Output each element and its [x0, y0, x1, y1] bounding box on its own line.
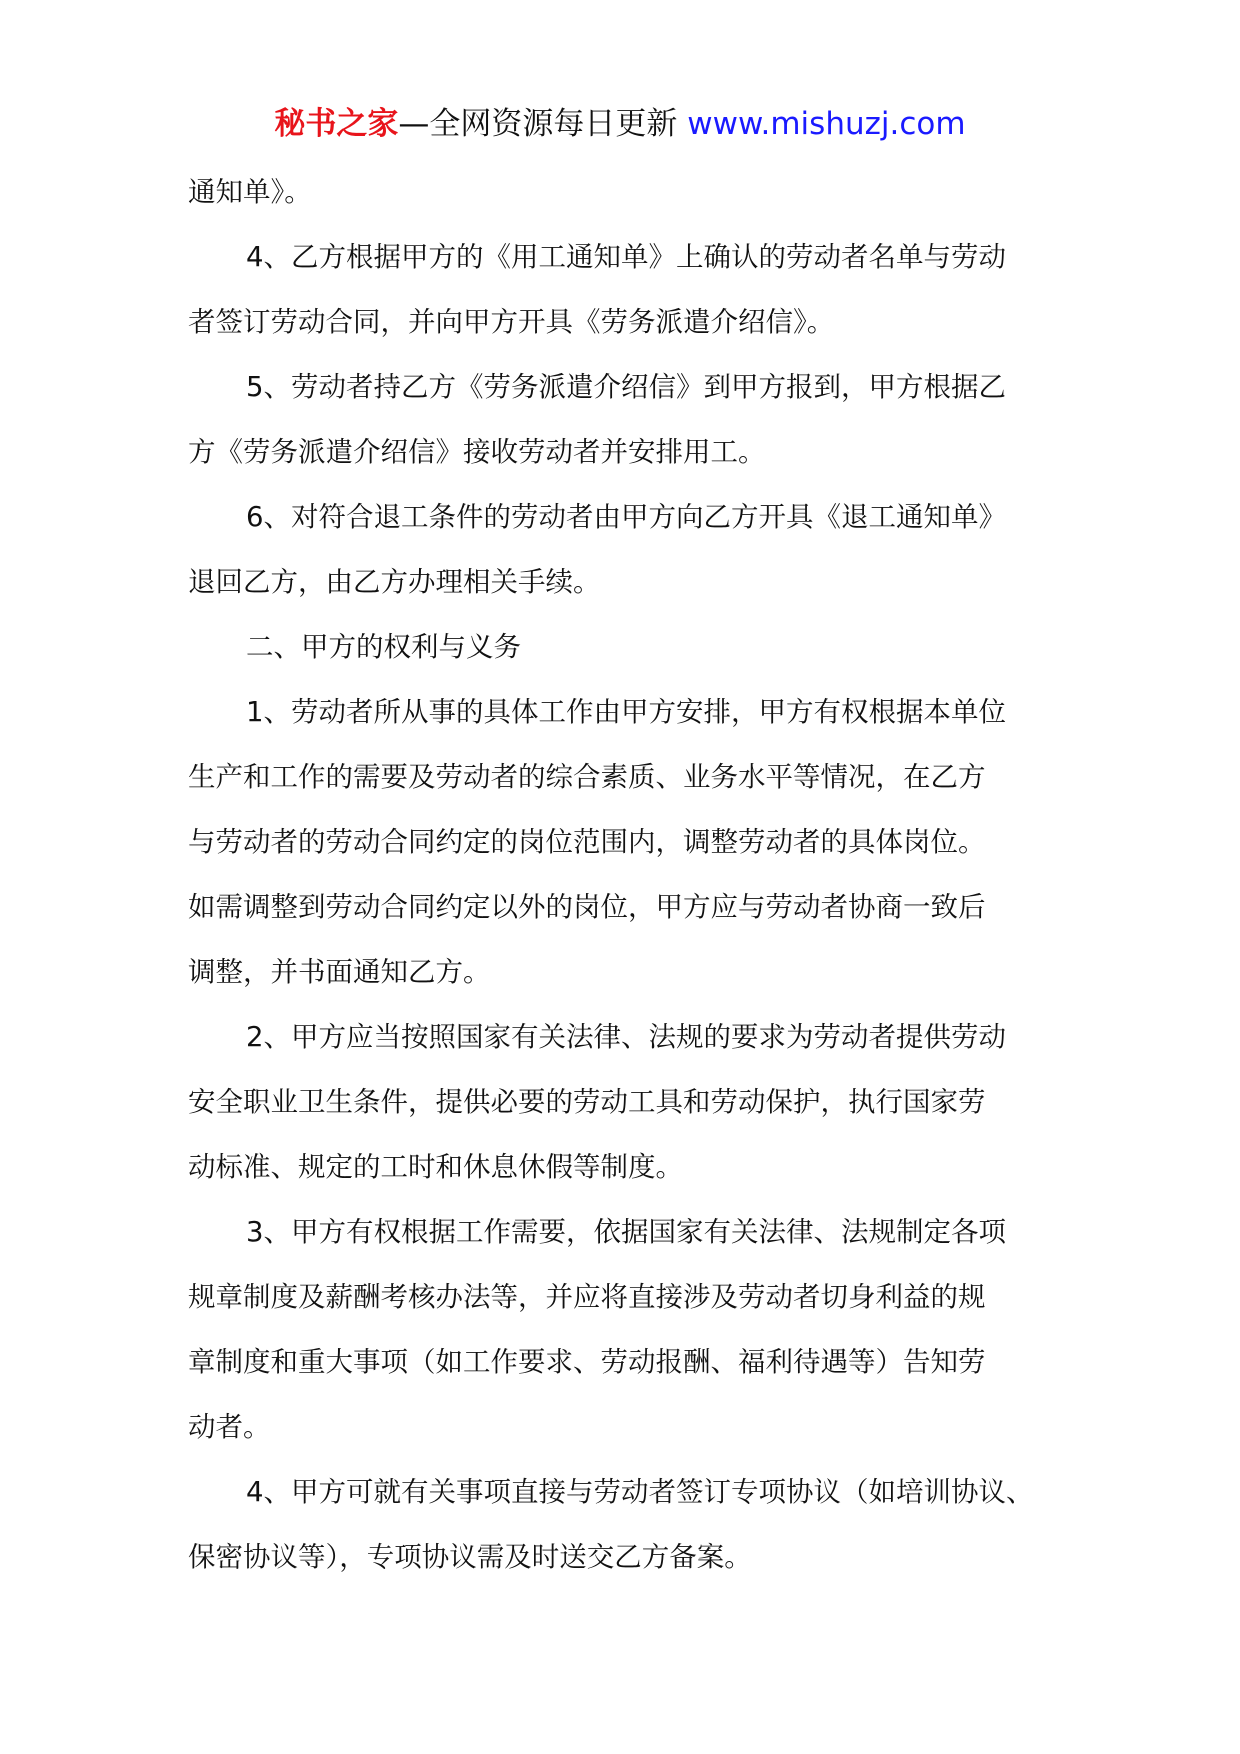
paragraph-line: 生产和工作的需要及劳动者的综合素质、业务水平等情况，在乙方 [188, 761, 986, 793]
paragraph-line: 动者。 [188, 1411, 271, 1443]
paragraph-line: 规章制度及薪酬考核办法等，并应将直接涉及劳动者切身利益的规 [188, 1281, 986, 1313]
paragraph-line: 5、劳动者持乙方《劳务派遣介绍信》到甲方报到，甲方根据乙 [246, 371, 1006, 403]
paragraph-line: 保密协议等），专项协议需及时送交乙方备案。 [188, 1541, 752, 1573]
page-header [0, 102, 1240, 146]
paragraph-line: 调整，并书面通知乙方。 [188, 956, 491, 988]
paragraph-line: 如需调整到劳动合同约定以外的岗位，甲方应与劳动者协商一致后 [188, 891, 986, 923]
header-tagline: —全网资源每日更新 [398, 106, 688, 142]
paragraph-line: 4、甲方可就有关事项直接与劳动者签订专项协议（如培训协议、 [246, 1476, 1034, 1508]
paragraph-line: 安全职业卫生条件，提供必要的劳动工具和劳动保护，执行国家劳 [188, 1086, 986, 1118]
paragraph-line: 1、劳动者所从事的具体工作由甲方安排，甲方有权根据本单位 [246, 696, 1006, 728]
paragraph-line: 2、甲方应当按照国家有关法律、法规的要求为劳动者提供劳动 [246, 1021, 1006, 1053]
paragraph-line: 动标准、规定的工时和休息休假等制度。 [188, 1151, 683, 1183]
section-heading: 二、甲方的权利与义务 [246, 631, 521, 663]
brand-name: 秘书之家 [274, 106, 399, 142]
paragraph-line: 6、对符合退工条件的劳动者由甲方向乙方开具《退工通知单》 [246, 501, 1006, 533]
paragraph-line: 章制度和重大事项（如工作要求、劳动报酬、福利待遇等）告知劳 [188, 1346, 986, 1378]
paragraph-line: 者签订劳动合同，并向甲方开具《劳务派遣介绍信》。 [188, 306, 835, 338]
paragraph-line: 通知单》。 [188, 176, 312, 208]
paragraph-line: 3、甲方有权根据工作需要，依据国家有关法律、法规制定各项 [246, 1216, 1006, 1248]
paragraph-line: 退回乙方，由乙方办理相关手续。 [188, 566, 601, 598]
paragraph-line: 与劳动者的劳动合同约定的岗位范围内，调整劳动者的具体岗位。 [188, 826, 986, 858]
paragraph-line: 4、乙方根据甲方的《用工通知单》上确认的劳动者名单与劳动 [246, 241, 1006, 273]
paragraph-line: 方《劳务派遣介绍信》接收劳动者并安排用工。 [188, 436, 766, 468]
website-link[interactable]: www.mishuzj.com [687, 106, 966, 142]
document-body [188, 160, 1068, 1590]
